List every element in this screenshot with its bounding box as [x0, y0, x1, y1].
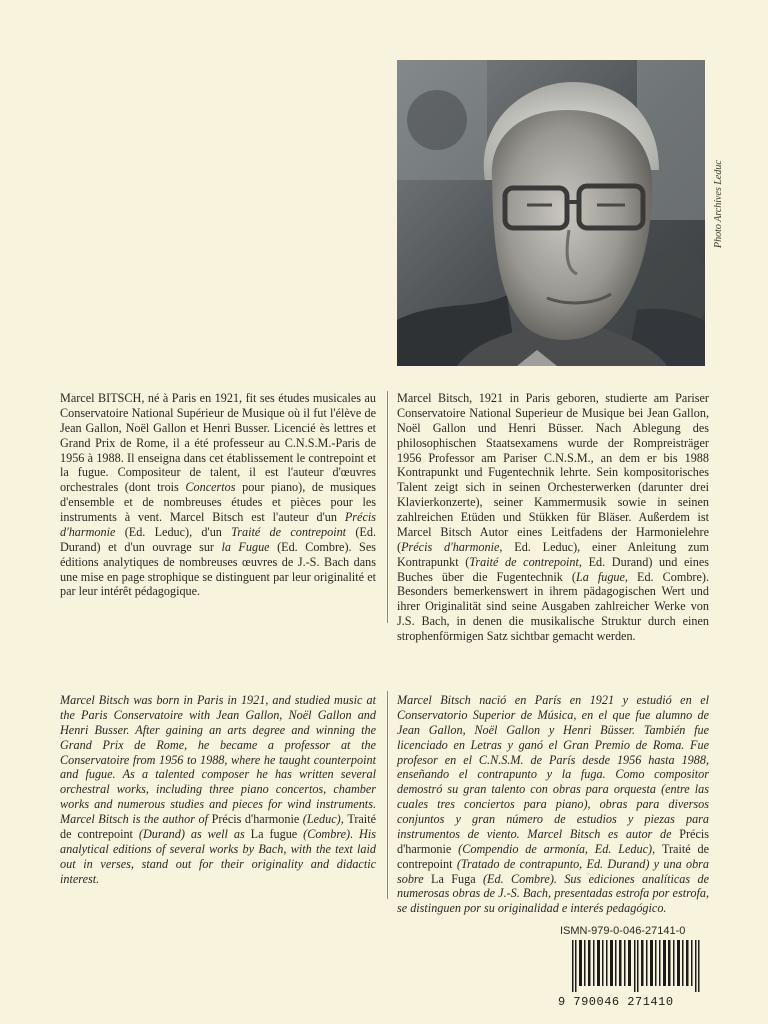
es-title-2: Traité de contrepoint [397, 841, 709, 871]
fr-title-1: Concertos [185, 480, 236, 495]
french-biography [60, 391, 376, 599]
en-text-2: (Leduc), [299, 812, 348, 826]
column-divider-top [387, 391, 388, 623]
fr-text-5: (Ed. Combre). Ses éditions analytiques de nombreuses œuvres de J.-S. Bach dans une mise en page strophique se distinguent par leur originalité et par leur intérêt pédagogique. [60, 539, 376, 599]
en-text-4: (Combre). His analytical editions of several works by Bach, with the text laid out in verses, stand out for their originality and didactic interest. [60, 826, 376, 886]
ismn-label: ISMN-979-0-046-27141-0 [560, 925, 686, 937]
author-portrait-photo [397, 60, 705, 366]
en-text-3: (Durand) as well as [132, 826, 251, 841]
en-title-3: La fugue [250, 826, 298, 841]
fr-text-3: (Ed. Leduc), d'un [115, 524, 232, 539]
de-text-1: Marcel Bitsch, 1921 in Paris geboren, studierte am Pariser Conservatoire National Superieur de Musique bei Jean Gallon, Noël Gallon und Henri Büsser. Nach Ablegung des philosophischen Staatsexamens wurde der Rompreisträger 1956 Professor am Pariser C.N.S.M., an dem er bis 1988 Kontrapunkt und Fugentechnik lehrte. Sein kompositorisches Talent zeigt sich in seinen Orchesterwerken (darunter drei Klavierkonzerte), seiner Kammermusik sowie in seinen zahlreichen Etüden und Stükken für Bläser. Außerdem ist Marcel Bitsch Autor eines Leitfadens der Harmonielehre ( [397, 391, 709, 554]
photo-credit: Photo Archives Leduc [713, 160, 724, 248]
en-title-1: Précis d'harmonie [211, 812, 300, 826]
fr-text-1: Marcel BITSCH, né à Paris en 1921, fit ses études musicales au Conservatoire National Supérieur de Musique où il fut l'élève de Jean Gallon, Noël Gallon et Henri Busser. Licencié ès lettres et Grand Prix de Rome, il a été professeur au C.N.S.M.-Paris de 1956 à 1988. Il enseigna dans cet établissement le contrepoint et la fugue. Compositeur de talent, il est l'auteur d'œuvres orchestrales (dont trois [60, 391, 376, 495]
english-biography [60, 693, 376, 886]
en-text-1: Marcel Bitsch was born in Paris in 1921, and studied music at the Paris Conservatoire with Jean Gallon, Noël Gallon and Henri Busser. After gaining an arts degree and winning the Grand Prix de Rome, he became a professor at the Conservatoire from 1956 to 1988, where he taught counterpoint and fugue. As a talented composer he has written several orchestral works, including three piano concertos, chamber works and numerous studies and pieces for wind instruments. Marcel Bitsch is the author of [60, 693, 376, 826]
es-text-3: (Tratado de contrapunto, Ed. Durand) y una obra sobre [397, 856, 709, 886]
en-title-2: Traité de contrepoint [60, 812, 376, 841]
de-text-3: Ed. Durand) und eines Buches über die Fugentechnik ( [397, 554, 709, 584]
es-text-4: (Ed. Combre). Sus ediciones analíticas de numerosas obras de J.-S. Bach, presentadas estrofa por estrofa, se distinguen por su originalidad e interés pedagógico. [397, 871, 709, 916]
de-text-4: Ed. Combre). Besonders bemerkenswert in ihrem pädagogischen Wert und ihrer Originalität sind seine Ausgaben zahlreicher Werke von J.S. Bach, in denen die musikalische Struktur durch einen strophenförmigen Satz sichtbar gemacht werden. [397, 569, 709, 643]
fr-title-2: Précis d'harmonie [60, 510, 376, 539]
column-divider-bottom [387, 691, 388, 899]
de-title-3: La fugue, [575, 569, 628, 584]
de-title-2: Traité de contrepoint, [469, 554, 582, 569]
es-text-1: Marcel Bitsch nació en París en 1921 y estudió en el Conservatorio Superior de Música, en el que fue alumno de Jean Gallon, Noël Gallon y Henri Büsser. También fue licenciado en Letras y ganó el Gran Premio de Roma. Fue profesor en el C.N.S.M. de París desde 1956 hasta 1988, enseñando el contrapunto y la fuga. Como compositor demostró su gran talento con obras para orquesta (entre las cuales tres conciertos para piano), obras para diversos conjuntos y gran número de estudios y piezas para instrumentos de viento. Marcel Bitsch es autor de [397, 693, 709, 841]
fr-text-2: pour piano), de musiques d'ensemble et de nombreuses études et pièces pour les instruments à vent. Marcel Bitsch est l'auteur d'un [60, 480, 376, 524]
portrait-illustration [397, 60, 705, 366]
es-text-2: (Compendio de armonía, Ed. Leduc), [451, 841, 662, 856]
spanish-biography [397, 693, 709, 916]
fr-title-4: la Fugue [221, 539, 270, 554]
barcode-digits: 9 790046 271410 [558, 995, 674, 1009]
barcode-bars-icon [558, 940, 715, 992]
fr-text-4: (Ed. Durand) et d'un ouvrage sur [60, 524, 376, 554]
es-title-1: Précis d'harmonie [397, 826, 709, 856]
german-biography [397, 391, 709, 644]
es-title-3: La Fuga [431, 871, 476, 886]
de-title-1: Précis d'harmonie, [401, 539, 503, 554]
fr-title-3: Traité de contrepoint [231, 524, 347, 539]
de-text-2: Ed. Leduc), einer Anleitung zum Kontrapunkt ( [397, 539, 709, 569]
